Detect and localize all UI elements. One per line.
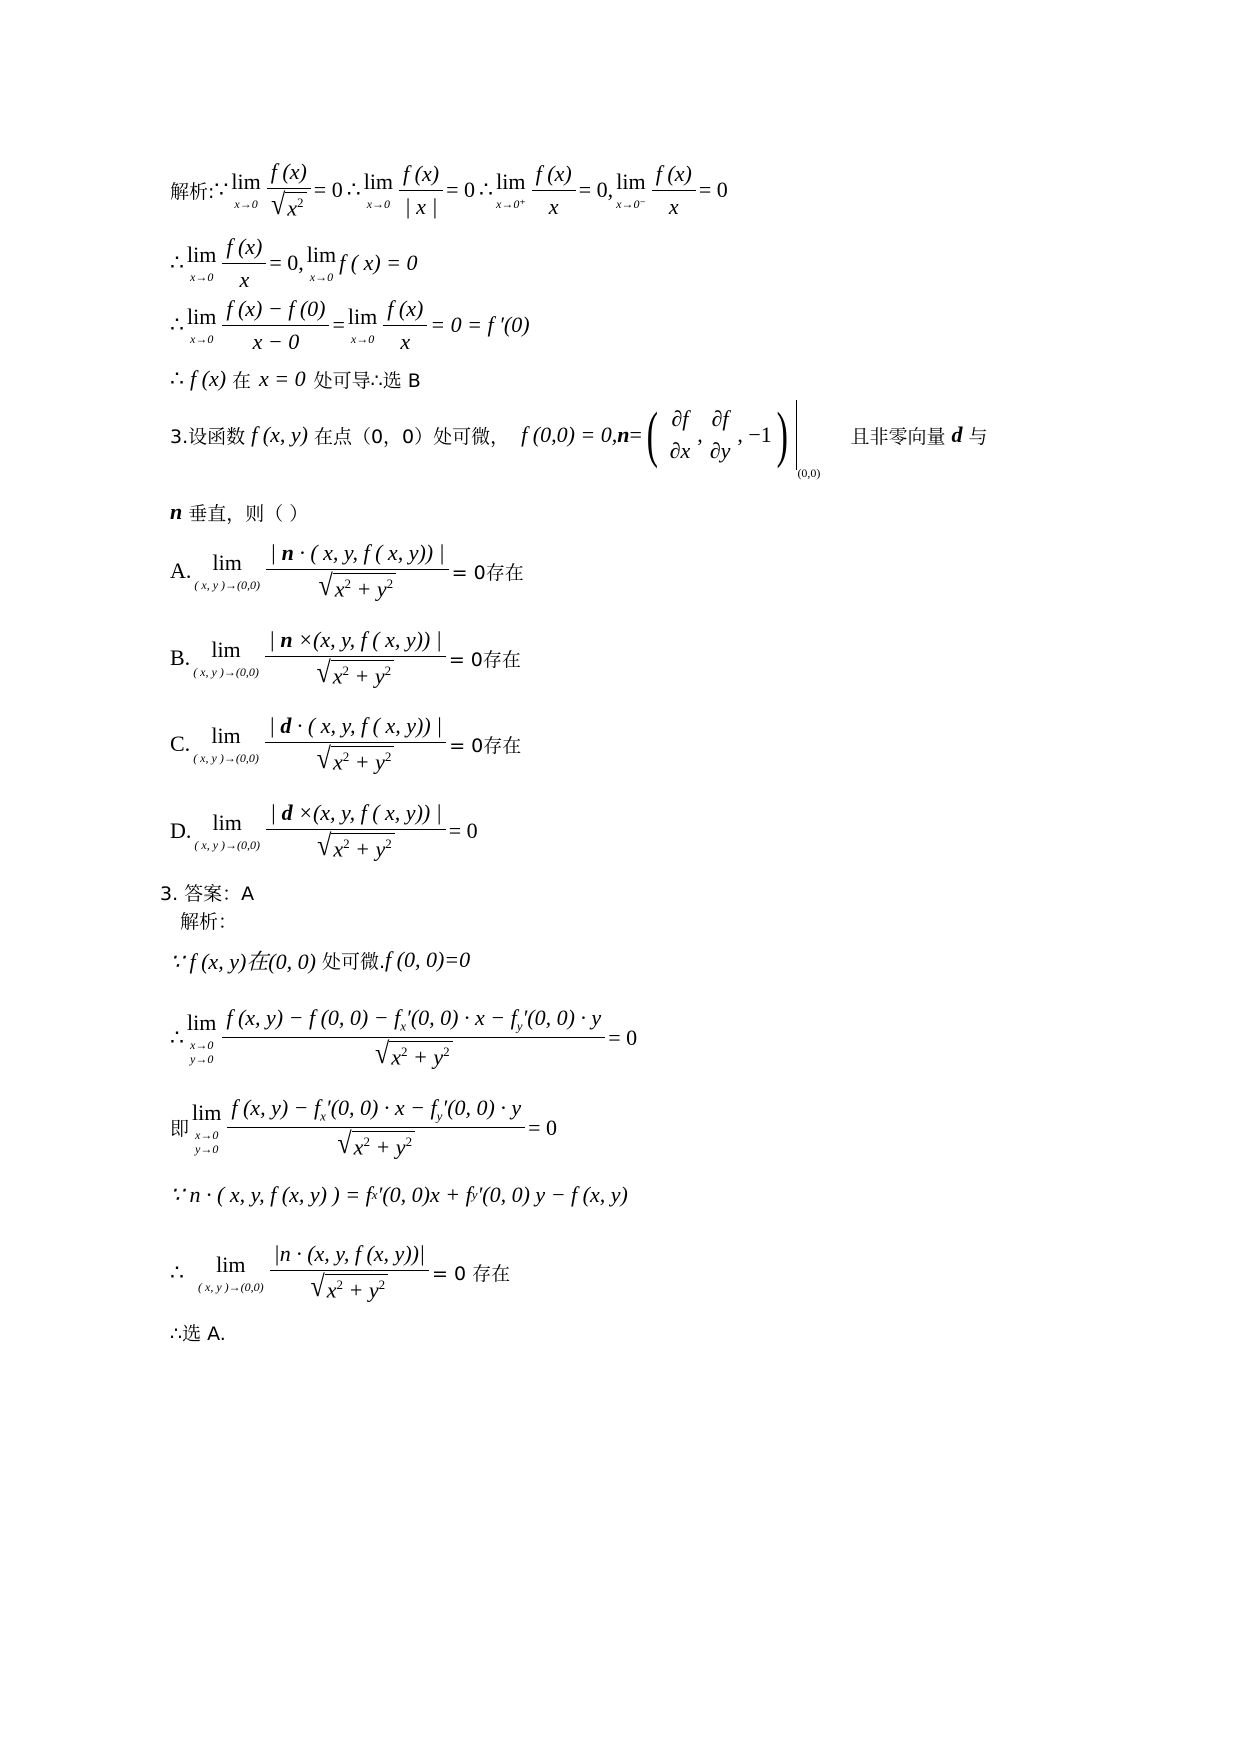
therefore-symbol: ∴ bbox=[170, 250, 184, 275]
derivative-result: = 0 = f ′(0) bbox=[430, 312, 530, 337]
equals-zero-comma: = 0, bbox=[578, 177, 614, 202]
limit-operator: lim x→0 bbox=[187, 242, 217, 284]
differentiable-text: 处可微. bbox=[321, 950, 385, 973]
option-c bbox=[170, 708, 521, 780]
limit-operator: lim ( x, y )→(0,0) bbox=[193, 723, 259, 765]
partial-fx: ∂f ∂x bbox=[669, 406, 691, 463]
question-lead: 3.设函数 bbox=[170, 425, 246, 448]
option-fraction: | n · ( x, y, f ( x, y)) | √ $x^2 + y^2$ bbox=[266, 540, 449, 602]
dot-product-expansion: ∵ n · ( x, y, f (x, y) ) = f bbox=[170, 1182, 372, 1207]
limit-operator: lim ( x, y )→(0,0) bbox=[194, 810, 261, 852]
differentiability-fraction: f (x, y) − f (0, $0) - f_x'(0$, $0) \cdot x - f_y'(0$, 0) · y √ $x^2 + y^2$ bbox=[222, 1005, 605, 1071]
f00-zero: f (0, 0)=0 bbox=[385, 947, 471, 972]
option-label: C. bbox=[170, 731, 191, 756]
conclusion-fraction: |n · (x, y, f (x, y))| √ $x^2 + y^2$ bbox=[270, 1241, 429, 1303]
therefore-symbol: ∴ bbox=[170, 312, 184, 337]
answer-line-1 bbox=[170, 945, 470, 975]
option-b bbox=[170, 622, 521, 694]
limit-operator: lim ( x, y )→(0,0) bbox=[198, 1251, 264, 1294]
option-fraction: | d ×(x, y, f ( x, y)) | √ $x^2 + y^2$ bbox=[266, 800, 446, 862]
question-tail: 且非零向量 bbox=[850, 425, 946, 448]
question-3-line-1: 3.设函数 f (x, y) 在点（0，0）处可微， f (0,0) = 0, n = ( ∂f ∂x , ∂f ∂y , −1 ) (0,0) 且非零向量 d 与 bbox=[170, 401, 988, 480]
x-equals-zero: x = 0 bbox=[259, 366, 306, 391]
fraction-fx-over-x: $\frac{f (x)}{x}$ bbox=[652, 161, 696, 220]
option-a bbox=[170, 535, 524, 607]
fraction-fx-over-sqrt: f (x) √ $x^2$ bbox=[267, 159, 311, 221]
fraction-fx-over-x: $\frac{f (x)}{x}$ bbox=[222, 234, 266, 293]
double-limit: lim x→0 y→0 bbox=[187, 1009, 217, 1066]
answer-line-3 bbox=[170, 1090, 557, 1165]
option-d bbox=[170, 795, 478, 867]
analysis-line-1 bbox=[170, 150, 728, 230]
answer-line-2 bbox=[170, 1000, 637, 1075]
limit-operator: lim x→0 bbox=[347, 304, 378, 346]
namely-text: 即 bbox=[170, 1118, 190, 1140]
analysis-line-2 bbox=[170, 228, 418, 298]
option-label: B. bbox=[170, 645, 191, 670]
option-fraction: | n ×(x, y, f ( x, y)) | √ $x^2 + y^2$ bbox=[265, 627, 446, 689]
analysis-line-3: ∴ lim x→0 $\frac{f (x) - f (0)}{x - 0}$ = lim x→0 $\frac{f (x)}{x}$ = 0 = f ′(0) bbox=[170, 295, 530, 354]
limit-operator: lim x→0 bbox=[363, 169, 394, 211]
fraction-fx-over-x: $\frac{f (x)}{x}$ bbox=[532, 161, 576, 220]
limit-left: lim x→0⁻ bbox=[616, 169, 646, 211]
option-tail: = 0存在 bbox=[448, 648, 521, 671]
therefore-symbol: ∴ bbox=[479, 177, 493, 202]
answer-line-5 bbox=[170, 1235, 510, 1310]
option-label: A. bbox=[170, 558, 192, 583]
limit-right: lim x→0⁺ bbox=[496, 169, 526, 211]
partial-fy: ∂f ∂y bbox=[709, 406, 731, 463]
fraction-fx-over-x: $\frac{f (x)}{x}$ bbox=[383, 296, 427, 355]
double-limit: lim x→0 y→0 bbox=[192, 1099, 222, 1156]
function-fxy: f (x, y) bbox=[251, 422, 308, 447]
limit-operator: lim ( x, y )→(0,0) bbox=[193, 637, 259, 679]
question-3-line-2 bbox=[170, 497, 308, 527]
option-tail: = 0存在 bbox=[449, 734, 522, 757]
therefore-symbol: ∴ bbox=[170, 1259, 184, 1285]
answer-line-4: ∵ n · ( x, y, f (x, y) ) = f x ′(0, 0)x + f y ′(0, 0) y − f (x, y) bbox=[170, 1182, 628, 1207]
equals-zero: = 0 bbox=[528, 1114, 558, 1140]
evaluation-point: (0,0) bbox=[797, 466, 821, 480]
conclusion-text: 处可导∴选 B bbox=[313, 369, 421, 392]
therefore-symbol: ∴ bbox=[170, 366, 184, 391]
fx-text: f (x) bbox=[190, 366, 227, 391]
limit-operator: lim x→0 bbox=[231, 169, 261, 211]
vector-d: d bbox=[951, 422, 963, 447]
analysis-label: 解析: bbox=[170, 180, 215, 203]
condition-f00: f (0,0) = 0, bbox=[521, 422, 618, 447]
because-symbol: ∵ bbox=[214, 177, 229, 202]
vector-n: n bbox=[617, 422, 630, 447]
limit-fx-equals-zero: f ( x) = 0 bbox=[339, 250, 418, 275]
analysis-line-4 bbox=[170, 364, 421, 394]
differentiable-statement: ∵ f (x, y)在(0, 0) bbox=[170, 948, 316, 974]
simplified-fraction: f (x, $y) - f_x'(0$, $0) \cdot x - f_y'(0$, 0) · y √ $x^2 + y^2$ bbox=[227, 1095, 525, 1161]
equals-zero: = 0 bbox=[313, 177, 343, 202]
therefore-symbol: ∴ bbox=[346, 177, 361, 202]
therefore-symbol: ∴ bbox=[170, 1024, 184, 1050]
answer-analysis-label: 解析： bbox=[180, 910, 238, 933]
limit-operator: lim ( x, y )→(0,0) bbox=[194, 550, 261, 592]
difference-quotient: $\frac{f (x) - f (0)}{x - 0}$ bbox=[222, 296, 329, 355]
limit-operator: lim x→0 bbox=[306, 242, 337, 284]
limit-operator: lim x→0 bbox=[187, 304, 217, 346]
equals: = bbox=[629, 422, 642, 447]
option-fraction: | d · ( x, y, f ( x, y)) | √ $x^2 + y^2$ bbox=[265, 713, 446, 775]
minus-one: , −1 bbox=[737, 422, 772, 447]
at-text: 在 bbox=[232, 369, 252, 392]
question-point: 在点（0，0）处可微， bbox=[313, 425, 510, 448]
perpendicular-text: 垂直，则（ ） bbox=[188, 502, 309, 525]
equals-zero: = 0 bbox=[608, 1024, 638, 1050]
answer-label: 3. 答案：A bbox=[160, 882, 255, 905]
fraction-fx-over-abs: $\frac{f (x)}{| x |}$ bbox=[399, 161, 443, 220]
vector-n: n bbox=[170, 499, 183, 524]
option-tail: = 0存在 bbox=[451, 561, 524, 584]
equals-zero: = 0 bbox=[698, 177, 728, 202]
exists-text: = 0 存在 bbox=[432, 1263, 511, 1285]
equals-zero: = 0 bbox=[446, 177, 475, 202]
option-tail: = 0 bbox=[448, 818, 478, 843]
answer-final: ∴选 A. bbox=[170, 1322, 226, 1345]
equals-zero-comma: = 0, bbox=[269, 250, 304, 275]
option-label: D. bbox=[170, 818, 192, 843]
with-text: 与 bbox=[968, 425, 988, 448]
